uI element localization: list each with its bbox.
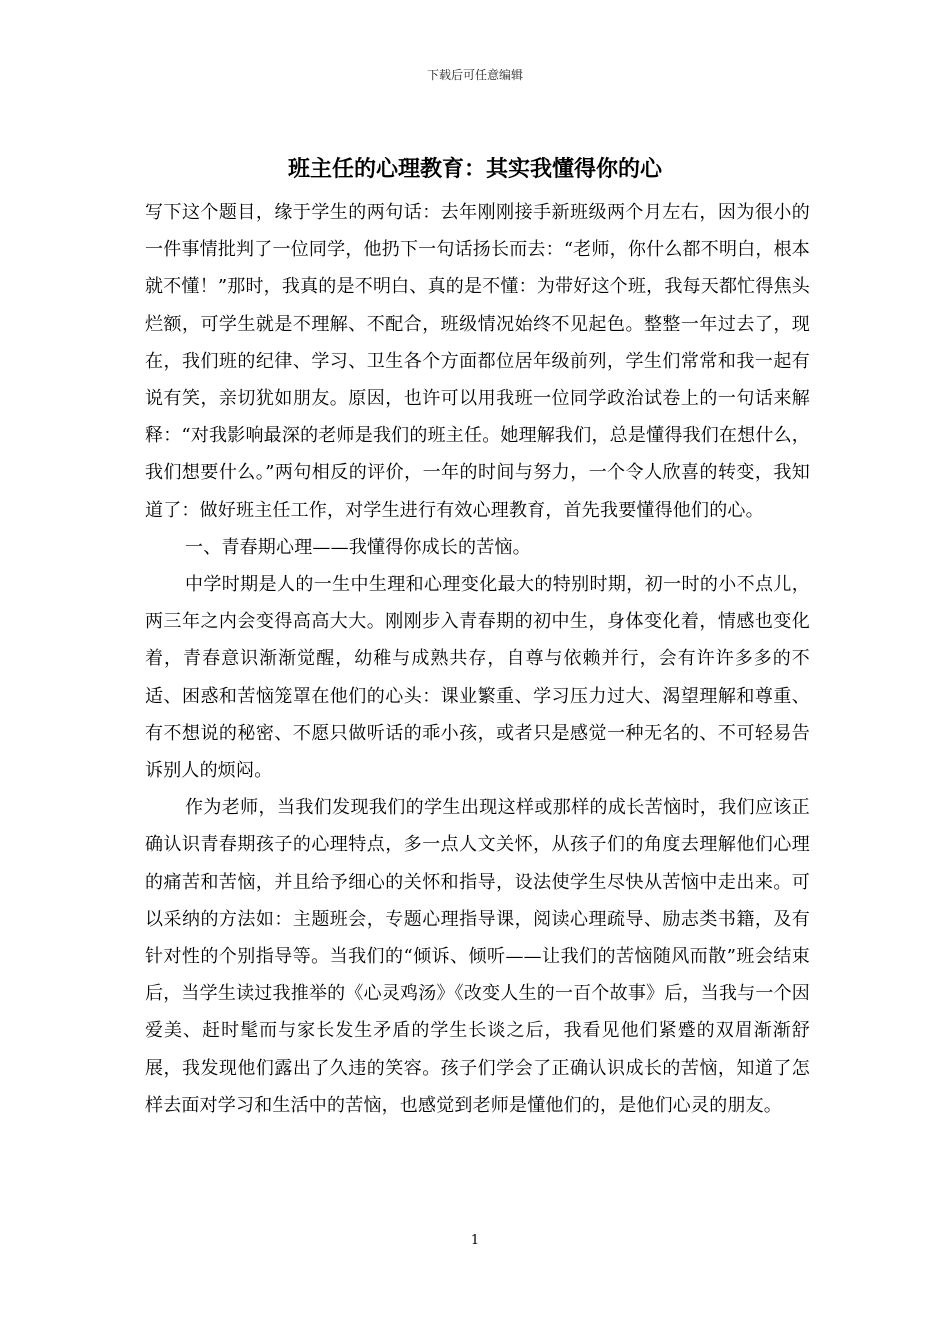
section-heading: 一、青春期心理——我懂得你成长的苦恼。 <box>185 536 531 558</box>
page-number: 1 <box>470 1233 480 1248</box>
paragraph-adolescence: 中学时期是人的一生中生理和心理变化最大的特别时期，初一时的小不点儿，两三年之内会变得高高大大。刚刚步入青春期的初中生，身体变化着，情感也变化着，青春意识渐渐觉醒，幼稚与成熟共存，自尊与依赖并行，会有许许多多的不适、困惑和苦恼笼罩在他们的心头：课业繁重、学习压力过大、渴望理解和尊重、有不想说的秘密、不愿只做听话的乖小孩，或者只是感觉一种无名的、不可轻易告诉别人的烦闷。 <box>145 574 810 782</box>
document-title: 班主任的心理教育：其实我懂得你的心 <box>287 157 662 182</box>
document-body <box>145 194 810 1124</box>
paragraph-teacher-role: 作为老师，当我们发现我们的学生出现这样或那样的成长苦恼时，我们应该正确认识青春期孩子的心理特点，多一点人文关怀，从孩子们的角度去理解他们心理的痛苦和苦恼，并且给予细心的关怀和指导，设法使学生尽快从苦恼中走出来。可以采纳的方法如：主题班会，专题心理指导课，阅读心理疏导、励志类书籍，及有针对性的个别指导等。当我们的“倾诉、倾听——让我们的苦恼随风而散”班会结束后，当学生读过我推举的《心灵鸡汤》《改变人生的一百个故事》后，当我与一个因爱美、赶时髦而与家长发生矛盾的学生长谈之后，我看见他们紧蹙的双眉渐渐舒展，我发现他们露出了久违的笑容。孩子们学会了正确认识成长的苦恼，知道了怎样去面对学习和生活中的苦恼，也感觉到老师是懂他们的，是他们心灵的朋友。 <box>145 797 810 1116</box>
paragraph-intro: 写下这个题目，缘于学生的两句话：去年刚刚接手新班级两个月左右，因为很小的一件事情批判了一位同学，他扔下一句话扬长而去：“老师，你什么都不明白，根本就不懂！”那时，我真的是不明白、真的是不懂：为带好这个班，我每天都忙得焦头烂额，可学生就是不理解、不配合，班级情况始终不见起色。整整一年过去了，现在，我们班的纪律、学习、卫生各个方面都位居年级前列，学生们常常和我一起有说有笑，亲切犹如朋友。原因，也许可以用我班一位同学政治试卷上的一句话来解释：“对我影响最深的老师是我们的班主任。她理解我们，总是懂得我们在想什么，我们想要什么。”两句相反的评价，一年的时间与努力，一个令人欣喜的转变，我知道了：做好班主任工作，对学生进行有效心理教育，首先我要懂得他们的心。 <box>145 202 810 521</box>
header-note: 下载后可任意编辑 <box>426 68 523 82</box>
